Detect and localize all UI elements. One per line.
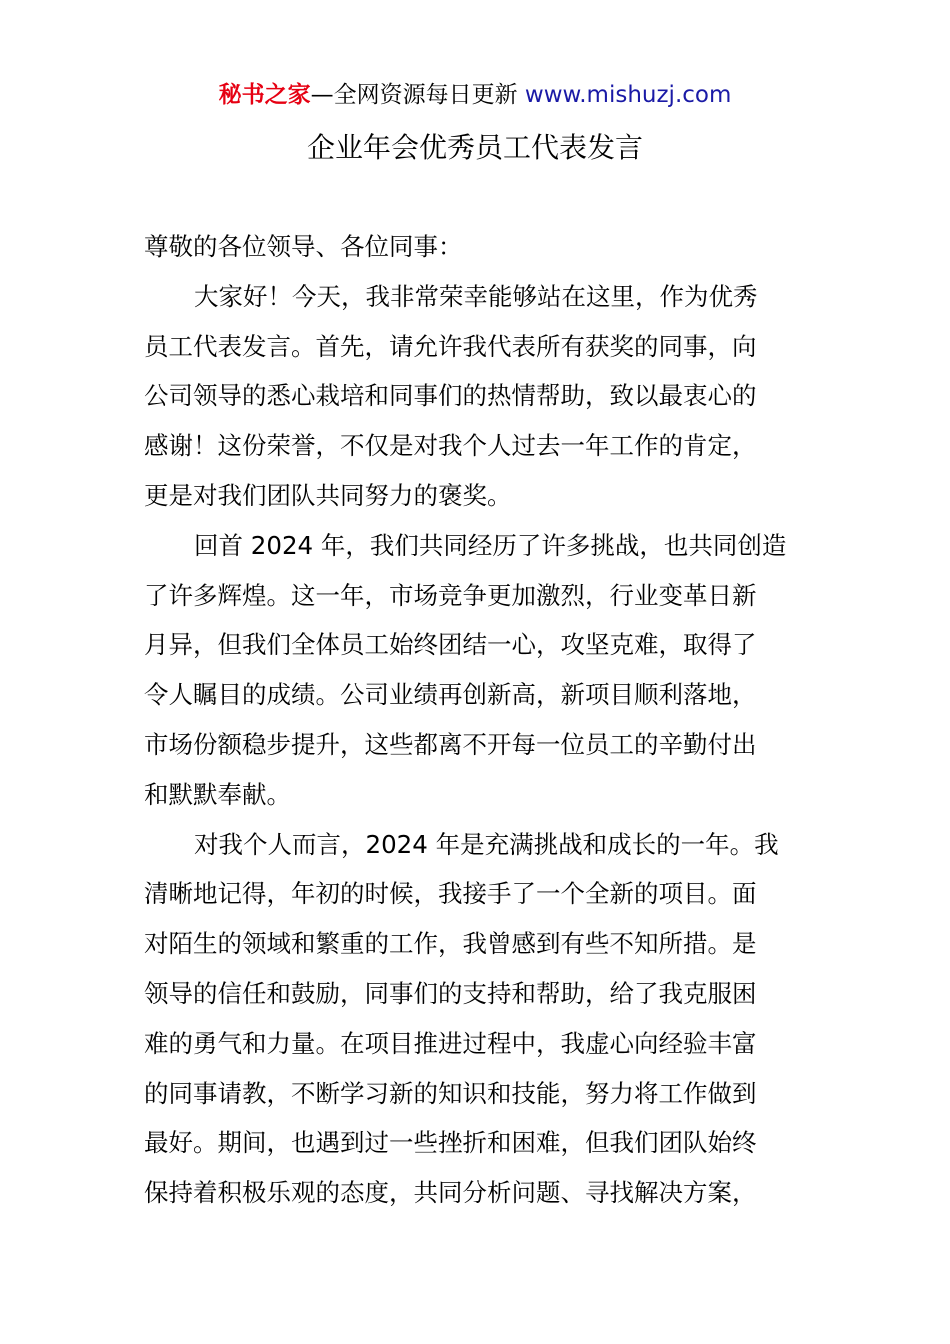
paragraph-line: 月异，但我们全体员工始终团结一心，攻坚克难，取得了 (144, 630, 757, 660)
paragraph-line: 和默默奉献。 (144, 779, 291, 809)
paragraph-line: 最好。期间，也遇到过一些挫折和困难，但我们团队始终 (144, 1128, 757, 1158)
paragraph-line: 令人瞩目的成绩。公司业绩再创新高，新项目顺利落地， (144, 680, 757, 710)
paragraph-line: 员工代表发言。首先，请允许我代表所有获奖的同事，向 (144, 331, 757, 361)
paragraph-line: 大家好！今天，我非常荣幸能够站在这里，作为优秀 (194, 281, 758, 311)
paragraph-line: 对我个人而言，2024 年是充满挑战和成长的一年。我 (194, 829, 779, 859)
document-title: 企业年会优秀员工代表发言 (306, 131, 643, 164)
paragraph-line: 保持着积极乐观的态度，共同分析问题、寻找解决方案， (144, 1178, 757, 1208)
paragraph-line: 对陌生的领域和繁重的工作，我曾感到有些不知所措。是 (144, 929, 757, 959)
paragraph-line: 的同事请教，不断学习新的知识和技能，努力将工作做到 (144, 1078, 757, 1108)
paragraph-line: 领导的信任和鼓励，同事们的支持和帮助，给了我克服困 (144, 978, 757, 1008)
salutation-line: 尊敬的各位领导、各位同事： (144, 232, 463, 261)
document-body (144, 222, 824, 1218)
paragraph-line: 清晰地记得，年初的时候，我接手了一个全新的项目。面 (144, 879, 757, 909)
paragraph-line: 感谢！这份荣誉，不仅是对我个人过去一年工作的肯定， (144, 431, 757, 461)
paragraph-line: 市场份额稳步提升，这些都离不开每一位员工的辛勤付出 (144, 729, 757, 759)
site-url-link[interactable]: www.mishuzj.com (524, 82, 732, 108)
site-tagline: —全网资源每日更新 (310, 82, 518, 108)
paragraph-line: 更是对我们团队共同努力的褒奖。 (144, 480, 512, 510)
site-brand: 秘书之家 (218, 82, 311, 108)
paragraph-line: 了许多辉煌。这一年，市场竞争更加激烈，行业变革日新 (144, 580, 757, 610)
paragraph-line: 难的勇气和力量。在项目推进过程中，我虚心向经验丰富 (144, 1028, 757, 1058)
paragraph-line: 公司领导的悉心栽培和同事们的热情帮助，致以最衷心的 (144, 381, 757, 411)
site-header (0, 78, 950, 112)
paragraph-line: 回首 2024 年，我们共同经历了许多挑战，也共同创造 (194, 530, 787, 560)
